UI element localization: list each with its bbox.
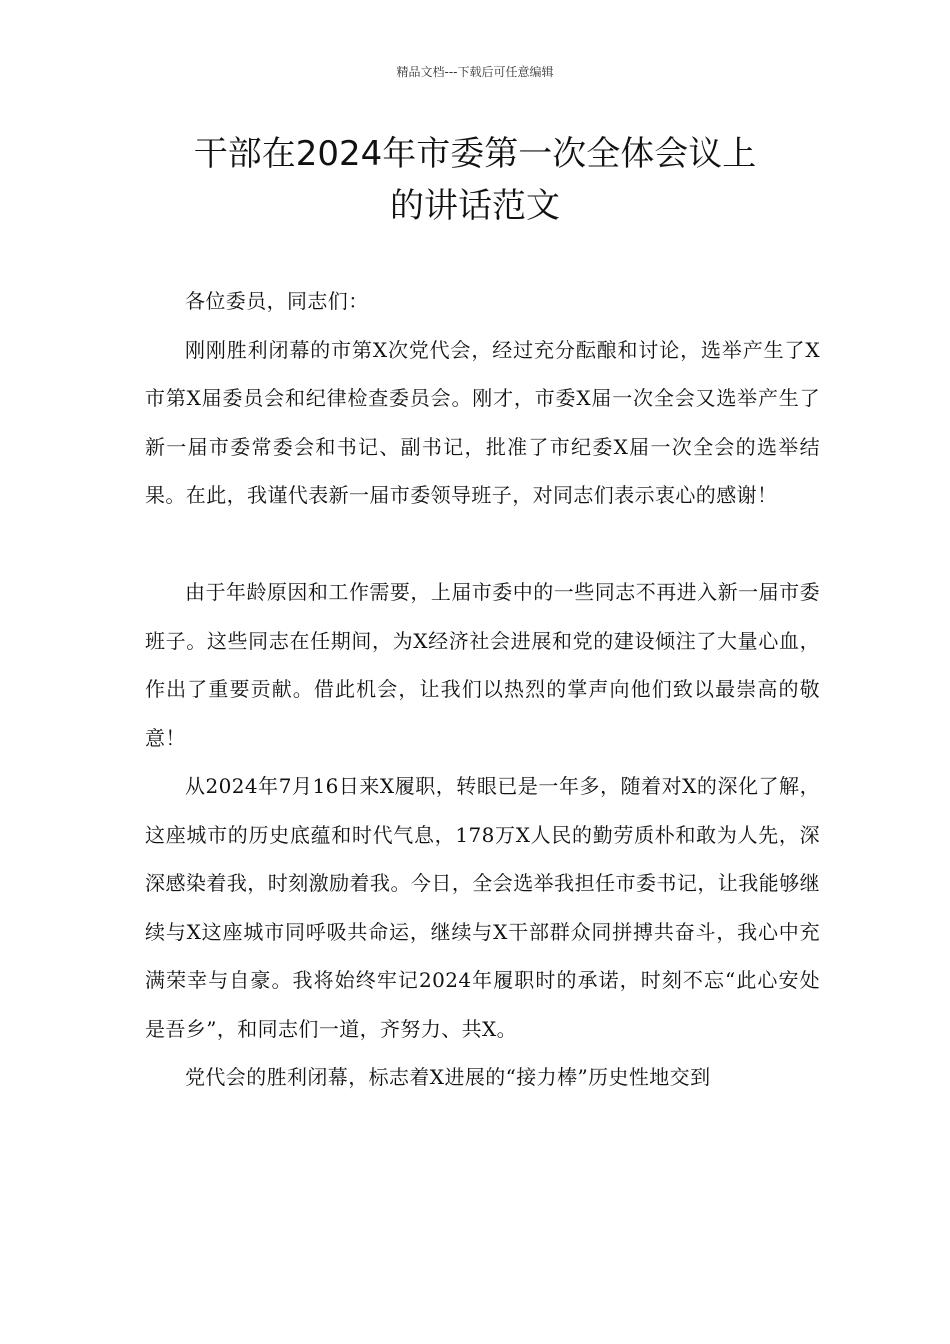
salutation-paragraph: 各位委员，同志们： [185,289,369,313]
body-paragraph: 党代会的胜利闭幕，标志着X进展的“接力棒”历史性地交到 [185,1065,711,1089]
document-body [145,277,820,1102]
title-line-1: 干部在2024年市委第一次全体会议上 [193,134,757,174]
body-paragraph: 刚刚胜利闭幕的市第X次党代会，经过充分酝酿和讨论，选举产生了X市第X届委员会和纪律检查委员会。刚才，市委X届一次全会又选举产生了新一届市委常委会和书记、副书记，批准了市纪委X届一次全会的选举结果。在此，我谨代表新一届市委领导班子，对同志们表示衷心的感谢！ [145,337,820,507]
body-paragraph: 由于年龄原因和工作需要，上届市委中的一些同志不再进入新一届市委班子。这些同志在任期间，为X经济社会进展和党的建设倾注了大量心血，作出了重要贡献。借此机会，让我们以热烈的掌声向他们致以最崇高的敬意！ [145,580,820,750]
title-line-2: 的讲话范文 [390,186,560,226]
document-title [145,128,805,232]
paragraph-gap [145,520,820,569]
body-paragraph: 从2024年7月16日来X履职，转眼已是一年多，随着对X的深化了解，这座城市的历史底蕴和时代气息，178万X人民的勤劳质朴和敢为人先，深深感染着我，时刻激励着我。今日，全会选举我担任市委书记，让我能够继续与X这座城市同呼吸共命运，继续与X干部群众同拼搏共奋斗，我心中充满荣幸与自豪。我将始终牢记2024年履职时的承诺，时刻不忘“此心安处是吾乡”，和同志们一道，齐努力、共X。 [145,774,820,1041]
header-note: 精品文档---下载后可任意编辑 [396,65,554,79]
